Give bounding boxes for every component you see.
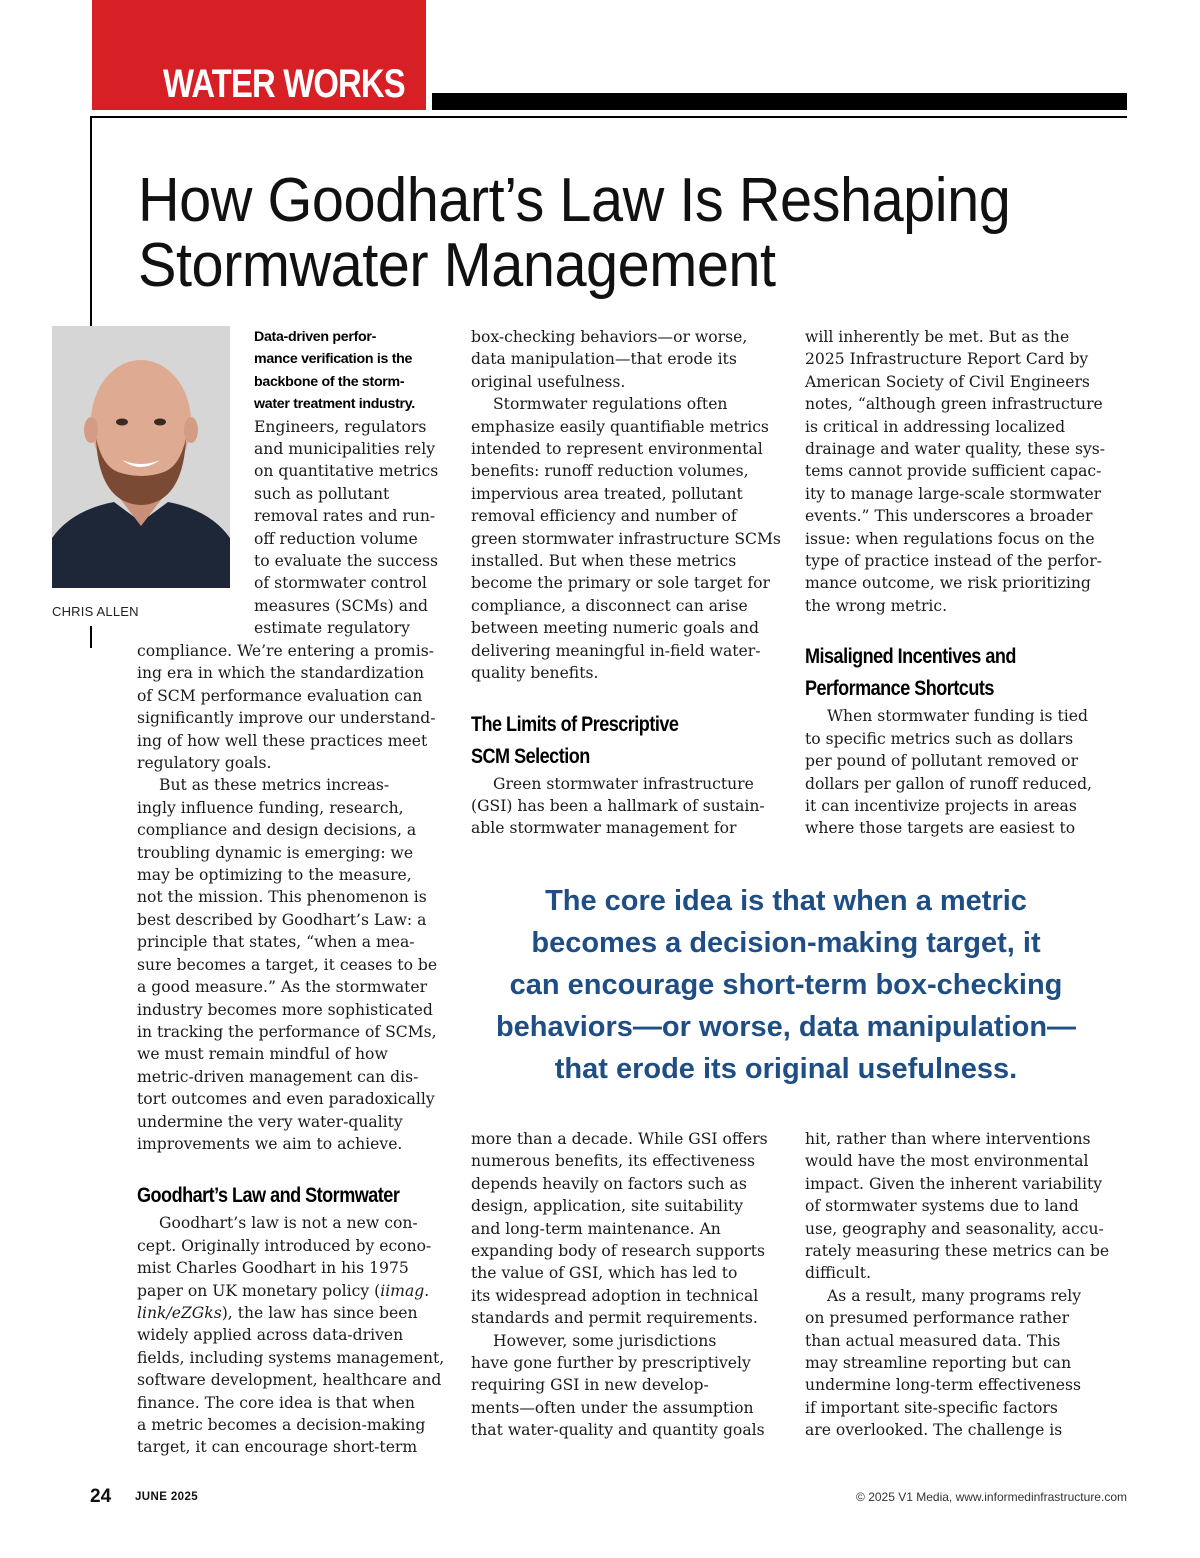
text-line: undermine the very water-quality	[137, 1112, 403, 1131]
text-line: may be optimizing to the measure,	[137, 866, 412, 885]
text-line: box-checking behaviors—or worse,	[471, 328, 748, 346]
text-line	[137, 1280, 442, 1302]
text-line: the wrong metric.	[805, 596, 948, 615]
text-line: American Society of Civil Engineers	[805, 372, 1090, 391]
section-label: WATER WORKS	[163, 62, 405, 106]
lead-line: backbone of the storm-	[254, 373, 405, 390]
text-line: regulatory goals.	[137, 754, 272, 773]
text-line: its widespread adoption in technical	[471, 1286, 759, 1305]
citation-link[interactable]: link/eZGks	[137, 1303, 222, 1322]
text-line: original usefulness.	[471, 372, 626, 391]
column-1-wrap	[254, 326, 454, 640]
text-line: widely applied across data-driven	[137, 1326, 404, 1345]
header-rule	[432, 93, 1127, 110]
text-line: difficult.	[805, 1264, 872, 1283]
text-line: design, application, site suitability	[471, 1197, 744, 1216]
text-line: quality benefits.	[471, 664, 599, 683]
text-line: compliance, a disconnect can arise	[471, 596, 748, 615]
photo-credit: CHRIS ALLEN	[52, 604, 139, 619]
text-line: dollars per gallon of runoff reduced,	[805, 774, 1093, 793]
text-line: compliance and design decisions, a	[137, 821, 417, 840]
frame-top-rule	[90, 116, 1127, 118]
text-line: able stormwater management for	[471, 819, 737, 838]
text-line: issue: when regulations focus on the	[805, 529, 1095, 548]
text-line: tort outcomes and even paradoxically	[137, 1090, 435, 1109]
text-line: removal rates and run-	[254, 507, 436, 526]
text-line: Goodhart’s law is not a new con-	[159, 1214, 418, 1233]
subhead: The Limits of Prescriptive	[471, 712, 679, 736]
text-line: drainage and water quality, these sys-	[805, 440, 1106, 459]
text-line: measures (SCMs) and	[254, 596, 429, 615]
body-paragraph	[805, 705, 1125, 839]
text-line: fields, including systems management,	[137, 1348, 445, 1367]
subhead: Performance Shortcuts	[805, 677, 994, 701]
body-paragraph	[805, 1285, 1125, 1442]
text-line: But as these metrics increas-	[159, 776, 390, 795]
lead-paragraph	[254, 326, 454, 416]
headline-line: How Goodhart’s Law Is Reshaping	[138, 166, 1011, 235]
text-line: and municipalities rely	[254, 440, 436, 459]
text-line: ity to manage large-scale stormwater	[805, 484, 1102, 503]
text-line: have gone further by prescriptively	[471, 1354, 751, 1373]
author-photo	[52, 326, 230, 588]
text-line: not the mission. This phenomenon is	[137, 888, 427, 907]
pull-quote	[462, 880, 1110, 1090]
text-line: hit, rather than where interventions	[805, 1130, 1091, 1148]
text-line: emphasize easily quantifiable metrics	[471, 417, 769, 436]
text-line: ing of how well these practices meet	[137, 731, 428, 750]
citation-link[interactable]: iimag.	[380, 1281, 430, 1300]
text-line: would have the most environmental	[805, 1152, 1089, 1171]
text-line: will inherently be met. But as the	[805, 328, 1070, 346]
text-line: finance. The core idea is that when	[137, 1393, 415, 1412]
column-2-top	[471, 326, 781, 840]
text-line: mist Charles Goodhart in his 1975	[137, 1259, 409, 1278]
text-line: to evaluate the success	[254, 552, 438, 571]
text-line: tems cannot provide sufficient capac-	[805, 462, 1102, 481]
text-line: off reduction volume	[254, 529, 418, 548]
text-line: of stormwater control	[254, 574, 427, 593]
body-paragraph	[137, 1212, 445, 1458]
text-line: we must remain mindful of how	[137, 1045, 388, 1064]
subhead: SCM Selection	[471, 744, 590, 768]
text-line: in tracking the performance of SCMs,	[137, 1022, 437, 1041]
text-line: removal efficiency and number of	[471, 507, 737, 526]
pull-quote-line: that erode its original usefulness.	[554, 1053, 1018, 1085]
body-paragraph	[254, 416, 454, 640]
body-paragraph	[471, 773, 781, 840]
text-line: rately measuring these metrics can be	[805, 1242, 1110, 1261]
body-paragraph	[471, 1330, 781, 1442]
frame-left-rule-lower	[90, 626, 92, 648]
text-line: to specific metrics such as dollars	[805, 729, 1074, 748]
text-line: impervious area treated, pollutant	[471, 484, 743, 503]
text-line: When stormwater funding is tied	[827, 707, 1088, 726]
issue-date: JUNE 2025	[135, 1491, 199, 1503]
text-line	[137, 1302, 442, 1324]
lead-line: mance verification is the	[254, 351, 413, 368]
text-line: numerous benefits, its effectiveness	[471, 1152, 756, 1171]
text-line: Stormwater regulations often	[493, 395, 728, 414]
subhead: Goodhart’s Law and Stormwater	[137, 1184, 400, 1208]
text-line: ing era in which the standardization	[137, 664, 425, 683]
text-line: installed. But when these metrics	[471, 552, 737, 571]
text-line: events.” This underscores a broader	[805, 507, 1093, 526]
text-line: significantly improve our understand-	[137, 709, 436, 728]
text-line: industry becomes more sophisticated	[137, 1000, 433, 1019]
text-line: undermine long-term effectiveness	[805, 1376, 1081, 1395]
column-3-top	[805, 326, 1125, 840]
body-paragraph	[471, 326, 781, 393]
author-photo-illustration	[52, 326, 230, 588]
subhead: Misaligned Incentives and	[805, 645, 1016, 669]
text-line: expanding body of research supports	[471, 1242, 766, 1261]
text-line: use, geography and seasonality, accu-	[805, 1219, 1104, 1238]
text-line: type of practice instead of the perfor-	[805, 552, 1102, 571]
text-line: per pound of pollutant removed or	[805, 752, 1079, 771]
text-line: delivering meaningful in-field water-	[471, 641, 761, 660]
text-line: compliance. We’re entering a promis-	[137, 642, 434, 660]
text-line: ments—often under the assumption	[471, 1398, 754, 1417]
text-line: green stormwater infrastructure SCMs	[471, 529, 781, 548]
text-line: of stormwater systems due to land	[805, 1197, 1079, 1216]
text-line: principle that states, “when a mea-	[137, 933, 415, 952]
body-paragraph	[805, 1128, 1125, 1285]
copyright-notice: © 2025 V1 Media, www.informedinfrastructure.com	[856, 1490, 1127, 1504]
body-paragraph	[805, 326, 1125, 617]
pull-quote-line: The core idea is that when a metric	[545, 885, 1027, 917]
text-line: depends heavily on factors such as	[471, 1174, 747, 1193]
text-line: is critical in addressing localized	[805, 417, 1066, 436]
text-line: are overlooked. The challenge is	[805, 1421, 1063, 1440]
text-line: where those targets are easiest to	[805, 819, 1076, 838]
text-fragment: ), the law has since been	[221, 1303, 418, 1322]
text-line: estimate regulatory	[254, 619, 410, 638]
headline-line: Stormwater Management	[138, 231, 776, 300]
lead-line: water treatment industry.	[254, 396, 415, 413]
text-line: cept. Originally introduced by econo-	[137, 1236, 432, 1255]
text-line: sure becomes a target, it ceases to be	[137, 955, 438, 974]
text-line: between meeting numeric goals and	[471, 619, 759, 638]
text-line: troubling dynamic is emerging: we	[137, 843, 414, 862]
text-line: and long-term maintenance. An	[471, 1219, 721, 1238]
text-line: 2025 Infrastructure Report Card by	[805, 350, 1089, 369]
page-number: 24	[90, 1486, 112, 1507]
column-2-bottom	[471, 1128, 781, 1442]
text-line: best described by Goodhart’s Law: a	[137, 910, 427, 929]
body-paragraph	[471, 1128, 781, 1330]
text-line: may streamline reporting but can	[805, 1354, 1072, 1373]
frame-left-rule	[90, 116, 92, 326]
text-line: However, some jurisdictions	[493, 1331, 717, 1350]
body-paragraph	[137, 774, 442, 1155]
text-line: mance outcome, we risk prioritizing	[805, 574, 1091, 593]
pull-quote-line: can encourage short-term box-checking	[509, 969, 1063, 1001]
text-line: benefits: runoff reduction volumes,	[471, 462, 749, 481]
text-line: that water-quality and quantity goals	[471, 1421, 765, 1440]
text-line: Green stormwater infrastructure	[493, 774, 754, 793]
text-line: notes, “although green infrastructure	[805, 395, 1103, 414]
text-line: impact. Given the inherent variability	[805, 1174, 1103, 1193]
text-line: target, it can encourage short-term	[137, 1438, 418, 1457]
column-1	[137, 640, 445, 1459]
text-line: metric-driven management can dis-	[137, 1067, 419, 1086]
text-line: more than a decade. While GSI offers	[471, 1130, 768, 1148]
text-line: ingly influence funding, research,	[137, 798, 404, 817]
body-paragraph	[471, 393, 781, 684]
text-line: requiring GSI in new develop-	[471, 1376, 709, 1395]
text-line: on quantitative metrics	[254, 462, 439, 481]
text-line: such as pollutant	[254, 484, 390, 503]
text-line: (GSI) has been a hallmark of sustain-	[471, 796, 765, 815]
text-line: on presumed performance rather	[805, 1309, 1070, 1328]
pull-quote-line: becomes a decision-making target, it	[531, 927, 1041, 959]
text-line: if important site-specific factors	[805, 1398, 1058, 1417]
text-line: software development, healthcare and	[137, 1371, 442, 1390]
text-line: than actual measured data. This	[805, 1331, 1061, 1350]
headline	[138, 168, 1022, 298]
text-line: the value of GSI, which has led to	[471, 1264, 738, 1283]
pull-quote-line: behaviors—or worse, data manipulation—	[495, 1011, 1077, 1043]
text-line: it can incentivize projects in areas	[805, 796, 1077, 815]
body-paragraph	[137, 640, 442, 774]
text-line: a good measure.” As the stormwater	[137, 978, 428, 997]
text-line: intended to represent environmental	[471, 440, 763, 459]
text-line: a metric becomes a decision-making	[137, 1416, 426, 1434]
column-3-bottom	[805, 1128, 1125, 1442]
text-line: improvements we aim to achieve.	[137, 1134, 403, 1153]
text-line: standards and permit requirements.	[471, 1309, 758, 1328]
text-line: of SCM performance evaluation can	[137, 686, 423, 705]
text-fragment: paper on UK monetary policy (	[137, 1281, 381, 1300]
text-line: data manipulation—that erode its	[471, 350, 737, 369]
text-line: become the primary or sole target for	[471, 574, 770, 593]
text-line: Engineers, regulators	[254, 417, 427, 436]
lead-line: Data-driven perfor-	[254, 329, 377, 345]
text-line: As a result, many programs rely	[827, 1286, 1082, 1305]
